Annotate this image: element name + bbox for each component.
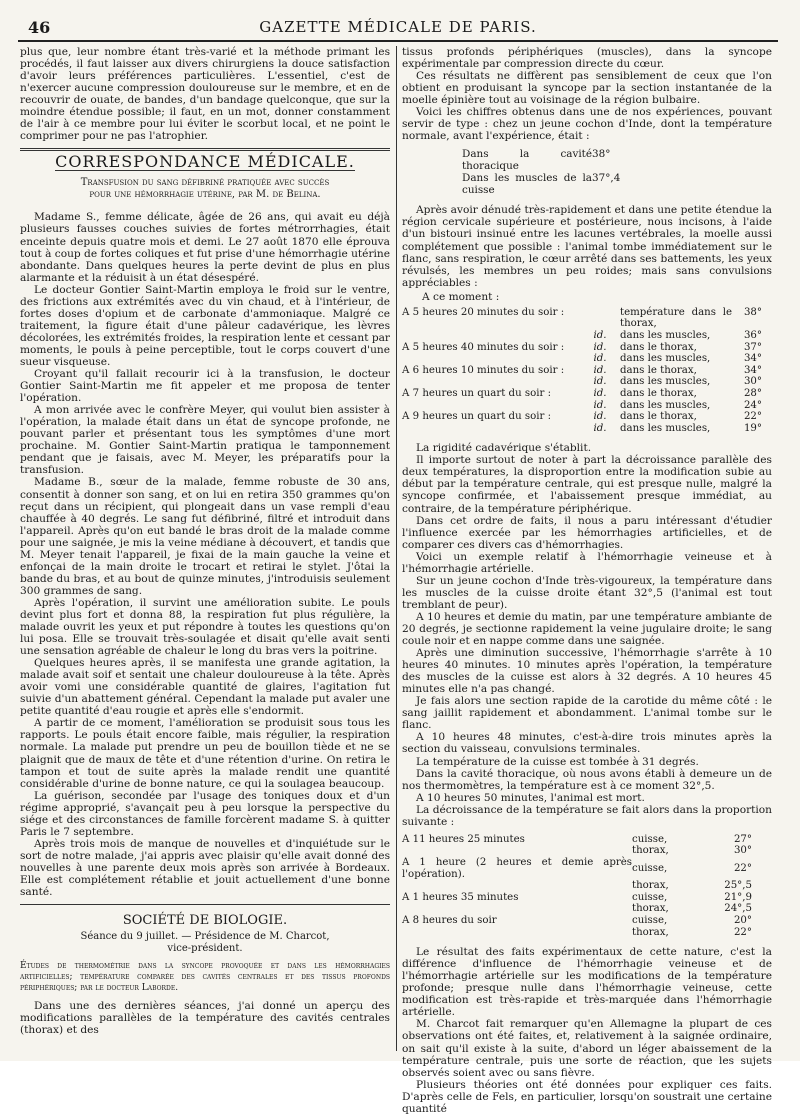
time-cell xyxy=(402,927,632,939)
paragraph: Il importe surtout de noter à part la décroissance parallèle des deux températures, la disproportion entre la modification subie au début par la température centrale, qui est presque nulle, malgré la syncope confirmée, et l'abaissement presque immédiat, au contraire, de la température périphérique. xyxy=(402,454,772,515)
id-cell: id. xyxy=(593,411,607,423)
value-cell: 30° xyxy=(743,376,762,388)
value-cell: 25°,5 xyxy=(724,880,752,892)
id-cell: id. xyxy=(593,399,607,411)
time-cell xyxy=(402,880,632,892)
temperature-row xyxy=(462,148,772,172)
table-row xyxy=(402,880,772,892)
paragraph: Plusieurs théories ont été données pour expliquer ces faits. D'après celle de Fels, en particulier, lorsqu'on soustrait une certaine quantité xyxy=(402,1078,772,1115)
paragraph: Voici un exemple relatif à l'hémorrhagie veineuse et à l'hémorrhagie artérielle. xyxy=(402,550,772,575)
location-cell: cuisse, xyxy=(632,914,668,926)
value-cell: 37° xyxy=(743,341,762,353)
table-row xyxy=(402,342,772,354)
paragraph: La température de la cuisse est tombée à 31 degrés. xyxy=(416,755,699,768)
vice-president-text: vice-président. xyxy=(167,943,243,955)
paragraph: Dans cet ordre de faits, il nous a paru intéressant d'étudier l'influence exercée par les hémorrhagies artificielles, et de comparer ces divers cas d'hémorrhagies. xyxy=(402,514,772,551)
correspondance-heading xyxy=(20,148,390,171)
hemorrhage-temperature-table xyxy=(402,834,772,938)
table-row xyxy=(402,845,772,857)
location-cell: dans les muscles, xyxy=(620,376,711,388)
subtitle-line-2: pour une hémorrhagie utérine, par M. de Belina. xyxy=(89,189,321,201)
time-cell: A 9 heures un quart du soir : xyxy=(402,411,552,423)
table-row xyxy=(402,388,772,400)
location-cell: dans le thorax, xyxy=(620,341,697,353)
seance-text: Séance du 9 juillet. — Présidence de M. Charcot, xyxy=(80,931,330,943)
value-cell: 27° xyxy=(733,833,752,845)
id-cell: id. xyxy=(593,341,607,353)
time-cell: A 5 heures 40 minutes du soir : xyxy=(402,341,565,353)
location-cell: dans les muscles, xyxy=(620,329,711,341)
table-row xyxy=(402,857,772,880)
time-cell: A 7 heures un quart du soir : xyxy=(402,387,552,399)
time-cell: A 5 heures 20 minutes du soir : xyxy=(402,306,565,318)
location-cell: dans le thorax, xyxy=(620,364,697,376)
location-cell: thorax, xyxy=(632,845,669,857)
column-divider xyxy=(396,46,397,1051)
time-cell xyxy=(402,376,580,388)
table-row xyxy=(402,903,772,915)
correspondance-subtitle xyxy=(20,177,390,201)
id-cell: id. xyxy=(593,329,607,341)
societe-heading: SOCIÉTÉ DE BIOLOGIE. xyxy=(122,913,288,929)
paragraph: Après l'opération, il survint une amélioration subite. Le pouls devint plus fort et donna 88, la respiration fut plus régulière, la malade ouvrit les yeux et put répondre à toutes les questions qu'on lui posa. Elle se trouvait très-soulagée et disait qu'elle avait senti une sensation agréable de chaleur le long du bras vers la poitrine. xyxy=(20,596,390,658)
value-cell: 30° xyxy=(733,845,752,857)
paragraph: Après trois mois de manque de nouvelles et d'inquiétude sur le sort de notre malade, j'ai appris avec plaisir qu'elle avait donné des nouvelles à une parente deux mois après son arrivée à Bordeaux. Elle est complétement rétablie et jouit actuellement d'une bonne santé. xyxy=(20,837,390,899)
paragraph: Croyant qu'il fallait recourir ici à la transfusion, le docteur Gontier Saint-Martin me fit appeler et me proposa de tenter l'opération. xyxy=(20,368,390,405)
paragraph: La rigidité cadavérique s'établit. xyxy=(416,442,592,455)
paragraph: Je fais alors une section rapide de la carotide du même côté : le sang jaillit rapidement et abondamment. L'animal tombe sur le flanc. xyxy=(402,695,772,732)
time-cell: A 8 heures du soir xyxy=(402,914,497,926)
normal-temperature-list xyxy=(462,148,772,196)
location-cell: dans le thorax, xyxy=(620,411,697,423)
location-cell: cuisse, xyxy=(632,862,668,874)
value-cell: 24°,5 xyxy=(724,903,752,915)
temperature-label: Dans la cavité thoracique xyxy=(462,148,592,173)
temperature-label: Dans les muscles de la cuisse xyxy=(462,172,592,197)
location-cell: dans le thorax, xyxy=(620,387,697,399)
time-cell: A 1 heure (2 heures et demie après l'opération). xyxy=(402,856,632,880)
location-cell: dans les muscles, xyxy=(620,422,711,434)
left-column xyxy=(20,46,390,1036)
time-cell: A 11 heures 25 minutes xyxy=(402,833,525,845)
location-cell: cuisse, xyxy=(632,833,668,845)
table-row xyxy=(402,411,772,423)
paragraph: A mon arrivée avec le confrère Meyer, qui voulut bien assister à l'opération, la malade était dans un état de syncope profonde, ne pouvant parler et présentant tous les symptômes d'une mort prochaine. M. Gontier Saint-Martin pratiqua le tamponnement pendant que je faisais, avec M. Meyer, les préparatifs pour la transfusion. xyxy=(20,404,390,477)
paragraph: La décroissance de la température se fait alors dans la proportion suivante : xyxy=(402,803,772,828)
time-cell xyxy=(402,845,632,857)
paragraph: La guérison, secondée par l'usage des toniques doux et d'un régime approprié, s'avançait peu à peu lorsque la perspective du siége et des circonstances de famille forcèrent madame S. à quitter Paris le 7 septembre. xyxy=(20,789,390,838)
page-header xyxy=(18,18,778,42)
paragraph: A 10 heures et demie du matin, par une température ambiante de 20 degrés, je sectionne rapidement la veine jugulaire droite; le sang coule noir et en nappe comme dans une saignée. xyxy=(402,610,772,648)
article-description: Études de thermométrie dans la syncope provoquée et dans les hémorrhagies artificielles; température comparée des cavités centrales et des tissus profonds périphériques; par le docteur Laborde. xyxy=(20,961,390,994)
paragraph: Madame B., sœur de la malade, femme robuste de 30 ans, consentit à donner son sang, et on lui en retira 350 grammes qu'on reçut dans un récipient, qui plongeait dans un vase rempli d'eau chauffée à 40 degrés. Le sang fut défibriné, filtré et introduit dans l'appareil. Après qu'on eut bandé le bras droit de la malade comme pour une saignée, je mis la veine médiane à découvert, et tandis que M. Meyer tenait l'appareil, je fixai de la main gauche la veine et enfonçai de la main droite le trocart et retirai le stylet. J'ôtai la bande du bras, et au bout de quinze minutes, j'introduisis seulement 300 grammes de sang. xyxy=(20,476,390,597)
temperature-row xyxy=(462,172,772,196)
location-cell: dans les muscles, xyxy=(620,353,711,365)
paragraph: Voici les chiffres obtenus dans une de nos expériences, pouvant servir de type : chez un jeune cochon d'Inde, dont la température normale, avant l'expérience, était : xyxy=(402,106,772,143)
paragraph: Dans la cavité thoracique, où nous avons établi à demeure un de nos thermomètres, la température est à ce moment 32°,5. xyxy=(402,767,772,792)
page-number: 46 xyxy=(28,18,51,37)
value-cell: 19° xyxy=(743,422,762,434)
table-row xyxy=(402,915,772,927)
table-row xyxy=(402,834,772,846)
paragraph: Après une diminution successive, l'hémorrhagie s'arrête à 10 heures 40 minutes. 10 minutes après l'opération, la température des muscles de la cuisse est alors à 32 degrés. A 10 heures 45 minutes elle n'a pas changé. xyxy=(402,647,772,696)
table-row xyxy=(402,892,772,904)
id-cell: id. xyxy=(593,364,607,376)
location-cell: dans les muscles, xyxy=(620,399,711,411)
right-column xyxy=(402,46,772,1115)
value-cell: 22° xyxy=(733,862,752,874)
table-intro: A ce moment : xyxy=(422,290,500,303)
paragraph: Le résultat des faits expérimentaux de cette nature, c'est la différence d'influence de l'hémorrhagie veineuse et de l'hémorrhagie artérielle sur les modifications de la température profonde; presque nulle dans l'hémorrhagie veineuse, cette modification est très-rapide et très-marquée dans l'hémorrhagie artérielle. xyxy=(402,946,772,1019)
paragraph: Quelques heures après, il se manifesta une grande agitation, la malade avait soif et sentait une chaleur douloureuse à la tête. Après avoir vomi une considérable quantité de glaires, l'agitation fut suivie d'un abattement général. Cependant la malade put avaler une petite quantité d'eau rougie et après elle s'endormit. xyxy=(20,657,390,718)
id-cell: id. xyxy=(593,376,607,388)
location-cell: température dans le thorax, xyxy=(620,306,732,330)
paragraph: A partir de ce moment, l'amélioration se produisit sous tous les rapports. Le pouls était encore faible, mais régulier, la respiration normale. La malade put prendre un peu de bouillon tiède et ne se plaignit que de maux de tête et d'une rétention d'urine. On retira le tampon et tout de suite après la malade rendit une quantité considérable d'urine de bonne nature, ce qui la soulagea beaucoup. xyxy=(20,717,390,790)
location-cell: thorax, xyxy=(632,880,669,892)
value-cell: 22° xyxy=(743,411,762,423)
value-cell: 21°,9 xyxy=(724,891,752,903)
table-row xyxy=(402,376,772,388)
table-row xyxy=(402,365,772,377)
temperature-value: 38° xyxy=(592,148,611,161)
value-cell: 24° xyxy=(743,399,762,411)
syncope-temperature-table xyxy=(402,307,772,435)
time-cell xyxy=(402,400,580,412)
paragraph: M. Charcot fait remarquer qu'en Allemagne la plupart de ces observations ont été faites, et, relativement à la saignée ordinaire, on sait qu'il existe à la suite, d'abord un léger abaissement de la température centrale, puis une sorte de réaction, que les sujets observés soient avec ou sans fièvre. xyxy=(402,1018,772,1079)
time-cell: A 6 heures 10 minutes du soir : xyxy=(402,364,565,376)
id-cell: id. xyxy=(593,422,607,434)
time-cell xyxy=(402,353,580,365)
value-cell: 36° xyxy=(743,329,762,341)
table-row xyxy=(402,330,772,342)
id-cell: id. xyxy=(593,387,607,399)
value-cell: 22° xyxy=(733,926,752,938)
value-cell: 38° xyxy=(743,306,762,318)
paragraph: A 10 heures 50 minutes, l'animal est mort. xyxy=(416,791,645,804)
table-row xyxy=(402,353,772,365)
time-cell xyxy=(402,330,580,342)
journal-title: GAZETTE MÉDICALE DE PARIS. xyxy=(259,18,537,36)
paragraph: A 10 heures 48 minutes, c'est-à-dire trois minutes après la section du vaisseau, convulsions terminales. xyxy=(402,731,772,756)
intro-paragraph: plus que, leur nombre étant très-varié et la méthode primant les procédés, il faut laisser aux divers chirurgiens la douce satisfaction d'avoir leurs préférences particulières. L'essentiel, c'est de n'exercer aucune compression douloureuse sur le membre, et en de recouvrir de ouate, de bandes, d'un bandage quelconque, que sur la moindre étendue possible; il faut, en un mot, donner constamment de l'air à ce membre pour lui éviter le scorbut local, et ne point le comprimer pour ne pas l'atrophier. xyxy=(20,46,390,143)
correspondance-title: CORRESPONDANCE MÉDICALE. xyxy=(55,152,355,172)
value-cell: 20° xyxy=(733,914,752,926)
time-cell: A 1 heures 35 minutes xyxy=(402,891,519,903)
paragraph: Dans une des dernières séances, j'ai donné un aperçu des modifications parallèles de la température des cavités centrales (thorax) et des xyxy=(20,1000,390,1037)
paragraph: Après avoir dénudé très-rapidement et dans une petite étendue la région cervicale supérieure et postérieure, nous incisons, à l'aide d'un bistouri insinué entre les lacunes vertébrales, la moelle aussi complétement que possible : l'animal tombe immédiatement sur le flanc, sans respiration, le cœur arrêté dans ses battements, les yeux révulsés, les membres un peu roides; mais sans convulsions appréciables : xyxy=(402,204,772,289)
paragraph: Sur un jeune cochon d'Inde très-vigoureux, la température dans les muscles de la cuisse droite étant 32°,5 (l'animal est tout tremblant de peur). xyxy=(402,574,772,611)
paragraph: Ces résultats ne diffèrent pas sensiblement de ceux que l'on obtient en produisant la syncope par la section instantanée de la moelle épinière tout au voisinage de la région bulbaire. xyxy=(402,70,772,107)
time-cell xyxy=(402,903,632,915)
id-cell xyxy=(580,307,620,330)
seance-line xyxy=(20,931,390,955)
value-cell: 34° xyxy=(743,353,762,365)
table-row xyxy=(402,307,772,330)
location-cell: thorax, xyxy=(632,903,669,915)
location-cell: cuisse, xyxy=(632,891,668,903)
table-row xyxy=(402,423,772,435)
subtitle-line-1: Transfusion du sang défibriné pratiquée avec succès xyxy=(80,177,330,189)
location-cell: thorax, xyxy=(632,926,669,938)
value-cell: 28° xyxy=(743,387,762,399)
temperature-value: 37°,4 xyxy=(592,172,621,185)
time-cell xyxy=(402,423,580,435)
id-cell: id. xyxy=(593,353,607,365)
table-row xyxy=(402,927,772,939)
paragraph: tissus profonds périphériques (muscles), dans la syncope expérimentale par compression directe du cœur. xyxy=(402,46,772,71)
paragraph: Madame S., femme délicate, âgée de 26 ans, qui avait eu déjà plusieurs fausses couches suivies de fortes métrorrhagies, était enceinte depuis quatre mois et demi. Le 27 août 1870 elle éprouva tout à coup de fortes coliques et fut prise d'une hémorrhagie utérine abondante. Dans quelques heures la perte devint de plus en plus alarmante et la réduisit à un état désespéré. xyxy=(20,211,390,284)
value-cell: 34° xyxy=(743,364,762,376)
paragraph: Le docteur Gontier Saint-Martin employa le froid sur le ventre, des frictions aux extrémités avec du vin chaud, et à l'intérieur, de fortes doses d'opium et de carbonate d'ammoniaque. Malgré ce traitement, la figure était d'une pâleur cadavérique, les lèvres décolorées, les extrémités froides, la respiration lente et cessant par moments, le pouls à peine perceptible, tout le corps couvert d'une sueur visqueuse. xyxy=(20,283,390,368)
section-divider xyxy=(20,904,390,905)
table-row xyxy=(402,400,772,412)
